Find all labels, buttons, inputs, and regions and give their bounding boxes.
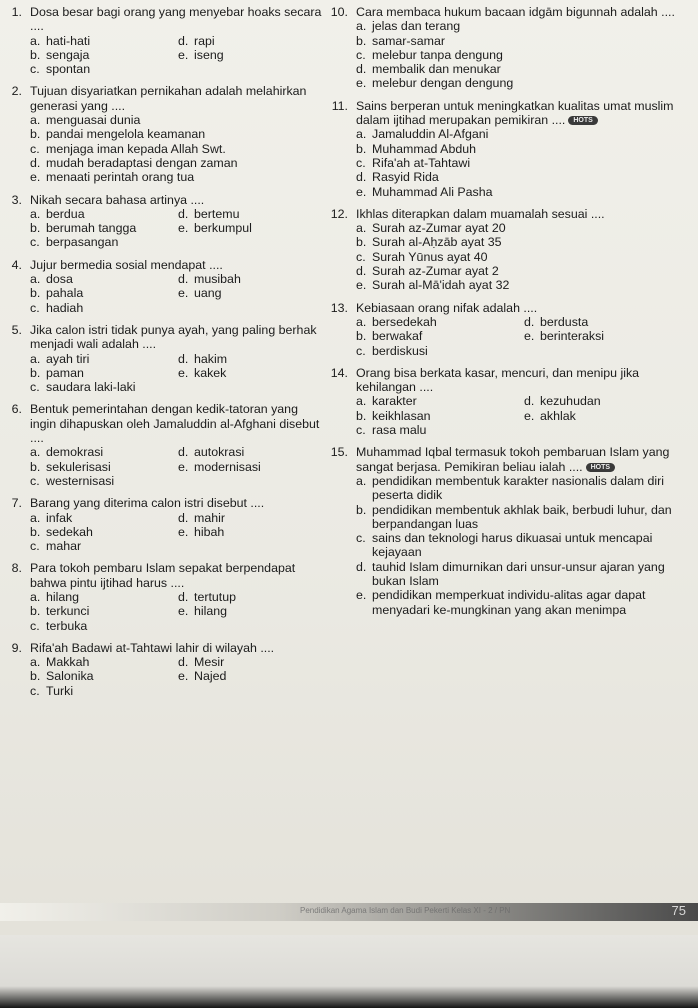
question-number: 12.: [330, 206, 348, 221]
option-b: b. Muhammad Abduh: [356, 141, 477, 156]
question-2: [4, 84, 326, 184]
option-e: e. uang: [178, 286, 222, 301]
question-text: Jika calon istri tidak punya ayah, yang paling berhak menjadi wali adalah ....: [30, 322, 317, 352]
question-number: 15.: [330, 445, 348, 460]
question-7: [4, 496, 326, 553]
option-d: d. kezuhudan: [524, 394, 601, 409]
option-d: d. Mesir: [178, 655, 225, 670]
option-b: b. paman: [30, 365, 84, 380]
option-d: d. berdusta: [524, 314, 589, 329]
question-number: 3.: [11, 192, 22, 207]
question-text: Jujur bermedia sosial mendapat ....: [30, 257, 223, 272]
option-c: c. melebur tanpa dengung: [356, 47, 503, 62]
option-c: c. sains dan teknologi harus dikuasai untuk mencapai kejayaan: [356, 531, 653, 560]
option-e: e. berkumpul: [178, 221, 252, 236]
option-c: c. berpasangan: [30, 235, 119, 250]
option-b: b. keikhlasan: [356, 408, 431, 423]
option-e: e. hilang: [178, 604, 228, 619]
page-number: 75: [671, 903, 686, 918]
option-a: a. ayah tiri: [30, 351, 90, 366]
option-d: d. mudah beradaptasi dengan zaman: [30, 155, 238, 170]
question-6: [4, 402, 326, 488]
option-c: c. westernisasi: [30, 473, 115, 488]
option-e: e. Najed: [178, 669, 227, 684]
option-c: c. spontan: [30, 62, 91, 77]
left-column: [4, 5, 326, 698]
option-a: a. infak: [30, 510, 73, 525]
option-d: d. bertemu: [178, 206, 240, 221]
option-b: b. pandai mengelola keamanan: [30, 127, 206, 142]
question-text: Tujuan disyariatkan pernikahan adalah melahirkan generasi yang ....: [30, 84, 307, 113]
option-d: d. membalik dan menukar: [356, 62, 501, 77]
option-d: d. tauhid Islam dimurnikan dari unsur-unsur ajaran yang bukan Islam: [356, 559, 665, 588]
option-e: e. Surah al-Mā'idah ayat 32: [356, 278, 510, 293]
option-c: c. terbuka: [30, 618, 88, 633]
question-number: 7.: [11, 496, 22, 511]
option-e: e. Muhammad Ali Pasha: [356, 184, 493, 199]
question-text: Ikhlas diterapkan dalam muamalah sesuai ....: [356, 206, 605, 221]
option-c: c. Surah Yūnus ayat 40: [356, 249, 488, 264]
question-text-2: Pemikiran beliau ialah ....: [444, 459, 583, 474]
option-a: a. jelas dan terang: [356, 19, 461, 34]
question-number: 14.: [330, 365, 348, 380]
right-column: [330, 5, 692, 617]
question-4: [4, 258, 326, 315]
option-a: a. Jamaluddin Al-Afgani: [356, 127, 489, 142]
option-c: c. rasa malu: [356, 423, 427, 438]
option-e: e. akhlak: [524, 408, 576, 423]
option-e: e. iseng: [178, 47, 224, 62]
option-a: a. menguasai dunia: [30, 113, 141, 128]
option-c: c. Rifa'ah at-Tahtawi: [356, 155, 471, 170]
option-a: a. bersedekah: [356, 314, 437, 329]
option-a: a. dosa: [30, 272, 73, 287]
option-e: e. berinteraksi: [524, 329, 605, 344]
question-text: Nikah secara bahasa artinya ....: [30, 192, 205, 207]
option-c: c. saudara laki-laki: [30, 380, 136, 395]
question-text: Bentuk pemerintahan dengan kedik-tatoran yang ingin dihapuskan oleh Jamaluddin al-Afghani disebut ....: [30, 402, 320, 446]
option-e: e. kakek: [178, 365, 227, 380]
question-number: 10.: [330, 5, 348, 19]
option-b: b. sekulerisasi: [30, 459, 111, 474]
hots-badge: HOTS: [568, 116, 597, 125]
option-b: b. samar-samar: [356, 33, 445, 48]
option-e: e. menaati perintah orang tua: [30, 170, 195, 185]
question-number: 13.: [330, 300, 348, 315]
option-a: a. berdua: [30, 206, 85, 221]
option-d: d. mahir: [178, 510, 225, 525]
question-1: [4, 5, 326, 76]
question-11: [330, 99, 692, 199]
question-10: [330, 5, 692, 91]
option-b: b. sedekah: [30, 524, 93, 539]
hots-badge: HOTS: [586, 463, 615, 472]
question-number: 1.: [11, 5, 22, 19]
question-text: Sains berperan untuk meningkatkan kualitas umat muslim dalam ijtihad merupakan pemikiran ....: [356, 98, 674, 128]
option-d: d. Rasyid Rida: [356, 170, 439, 185]
question-3: [4, 193, 326, 250]
option-a: a. Surah az-Zumar ayat 20: [356, 221, 506, 236]
question-5: [4, 323, 326, 394]
option-c: c. mahar: [30, 539, 82, 554]
option-b: b. berwakaf: [356, 329, 423, 344]
question-text: Cara membaca hukum bacaan idgām bigunnah adalah ....: [356, 5, 675, 19]
option-a: a. hati-hati: [30, 33, 91, 48]
question-text: Muhammad Iqbal termasuk tokoh pembaruan Islam yang sangat berjasa.: [356, 445, 670, 474]
option-a: a. Makkah: [30, 655, 90, 670]
question-9: [4, 641, 326, 698]
question-number: 8.: [11, 561, 22, 576]
option-d: d. hakim: [178, 351, 228, 366]
question-12: [330, 207, 692, 293]
page-footer: [0, 903, 698, 921]
option-d: d. rapi: [178, 33, 215, 48]
question-number: 4.: [11, 257, 22, 272]
option-b: b. berumah tangga: [30, 221, 137, 236]
option-d: d. musibah: [178, 272, 241, 287]
option-e: e. melebur dengan dengung: [356, 76, 514, 91]
option-c: c. hadiah: [30, 300, 84, 315]
option-a: a. demokrasi: [30, 445, 104, 460]
option-d: d. tertutup: [178, 589, 237, 604]
option-a: a. hilang: [30, 589, 80, 604]
question-number: 6.: [11, 402, 22, 417]
option-b: b. pahala: [30, 286, 84, 301]
background-surface: [0, 935, 698, 1008]
option-a: a. karakter: [356, 394, 417, 409]
question-number: 5.: [11, 322, 22, 337]
option-c: c. menjaga iman kepada Allah Swt.: [30, 141, 226, 156]
question-14: [330, 366, 692, 437]
question-text: Rifa'ah Badawi at-Tahtawi lahir di wilayah ....: [30, 640, 275, 655]
option-d: d. autokrasi: [178, 445, 245, 460]
option-b: b. Salonika: [30, 669, 94, 684]
question-text: Barang yang diterima calon istri disebut ....: [30, 496, 265, 511]
option-b: b. terkunci: [30, 604, 90, 619]
option-e: e. modernisasi: [178, 459, 261, 474]
option-b: b. Surah al-Aḥzāb ayat 35: [356, 235, 502, 250]
question-number: 9.: [11, 640, 22, 655]
option-e: e. hibah: [178, 524, 225, 539]
question-text: Kebiasaan orang nifak adalah ....: [356, 300, 538, 315]
option-b: b. pendidikan membentuk akhlak baik, berbudi luhur, dan berpandangan luas: [356, 502, 672, 531]
option-b: b. sengaja: [30, 47, 90, 62]
footer-text: Pendidikan Agama Islam dan Budi Pekerti Kelas XI - 2 / PN: [300, 906, 511, 915]
question-text: Para tokoh pembaru Islam sepakat berpendapat bahwa pintu ijtihad harus ....: [30, 561, 296, 590]
option-e: e. pendidikan memperkuat individu-alitas agar dapat menyadari ke-mungkinan yang akan menimpa: [356, 588, 646, 617]
question-8: [4, 561, 326, 632]
question-number: 2.: [11, 84, 22, 99]
option-d: d. Surah az-Zumar ayat 2: [356, 264, 499, 279]
option-c: c. Turki: [30, 683, 74, 698]
question-15: [330, 445, 692, 617]
option-c: c. berdiskusi: [356, 343, 428, 358]
question-text: Dosa besar bagi orang yang menyebar hoaks secara ....: [30, 5, 322, 34]
option-a: a. pendidikan membentuk karakter nasionalis dalam diri peserta didik: [356, 473, 665, 503]
question-text: Orang bisa berkata kasar, mencuri, dan menipu jika kehilangan ....: [356, 365, 640, 395]
question-13: [330, 301, 692, 358]
question-number: 11.: [331, 98, 348, 113]
